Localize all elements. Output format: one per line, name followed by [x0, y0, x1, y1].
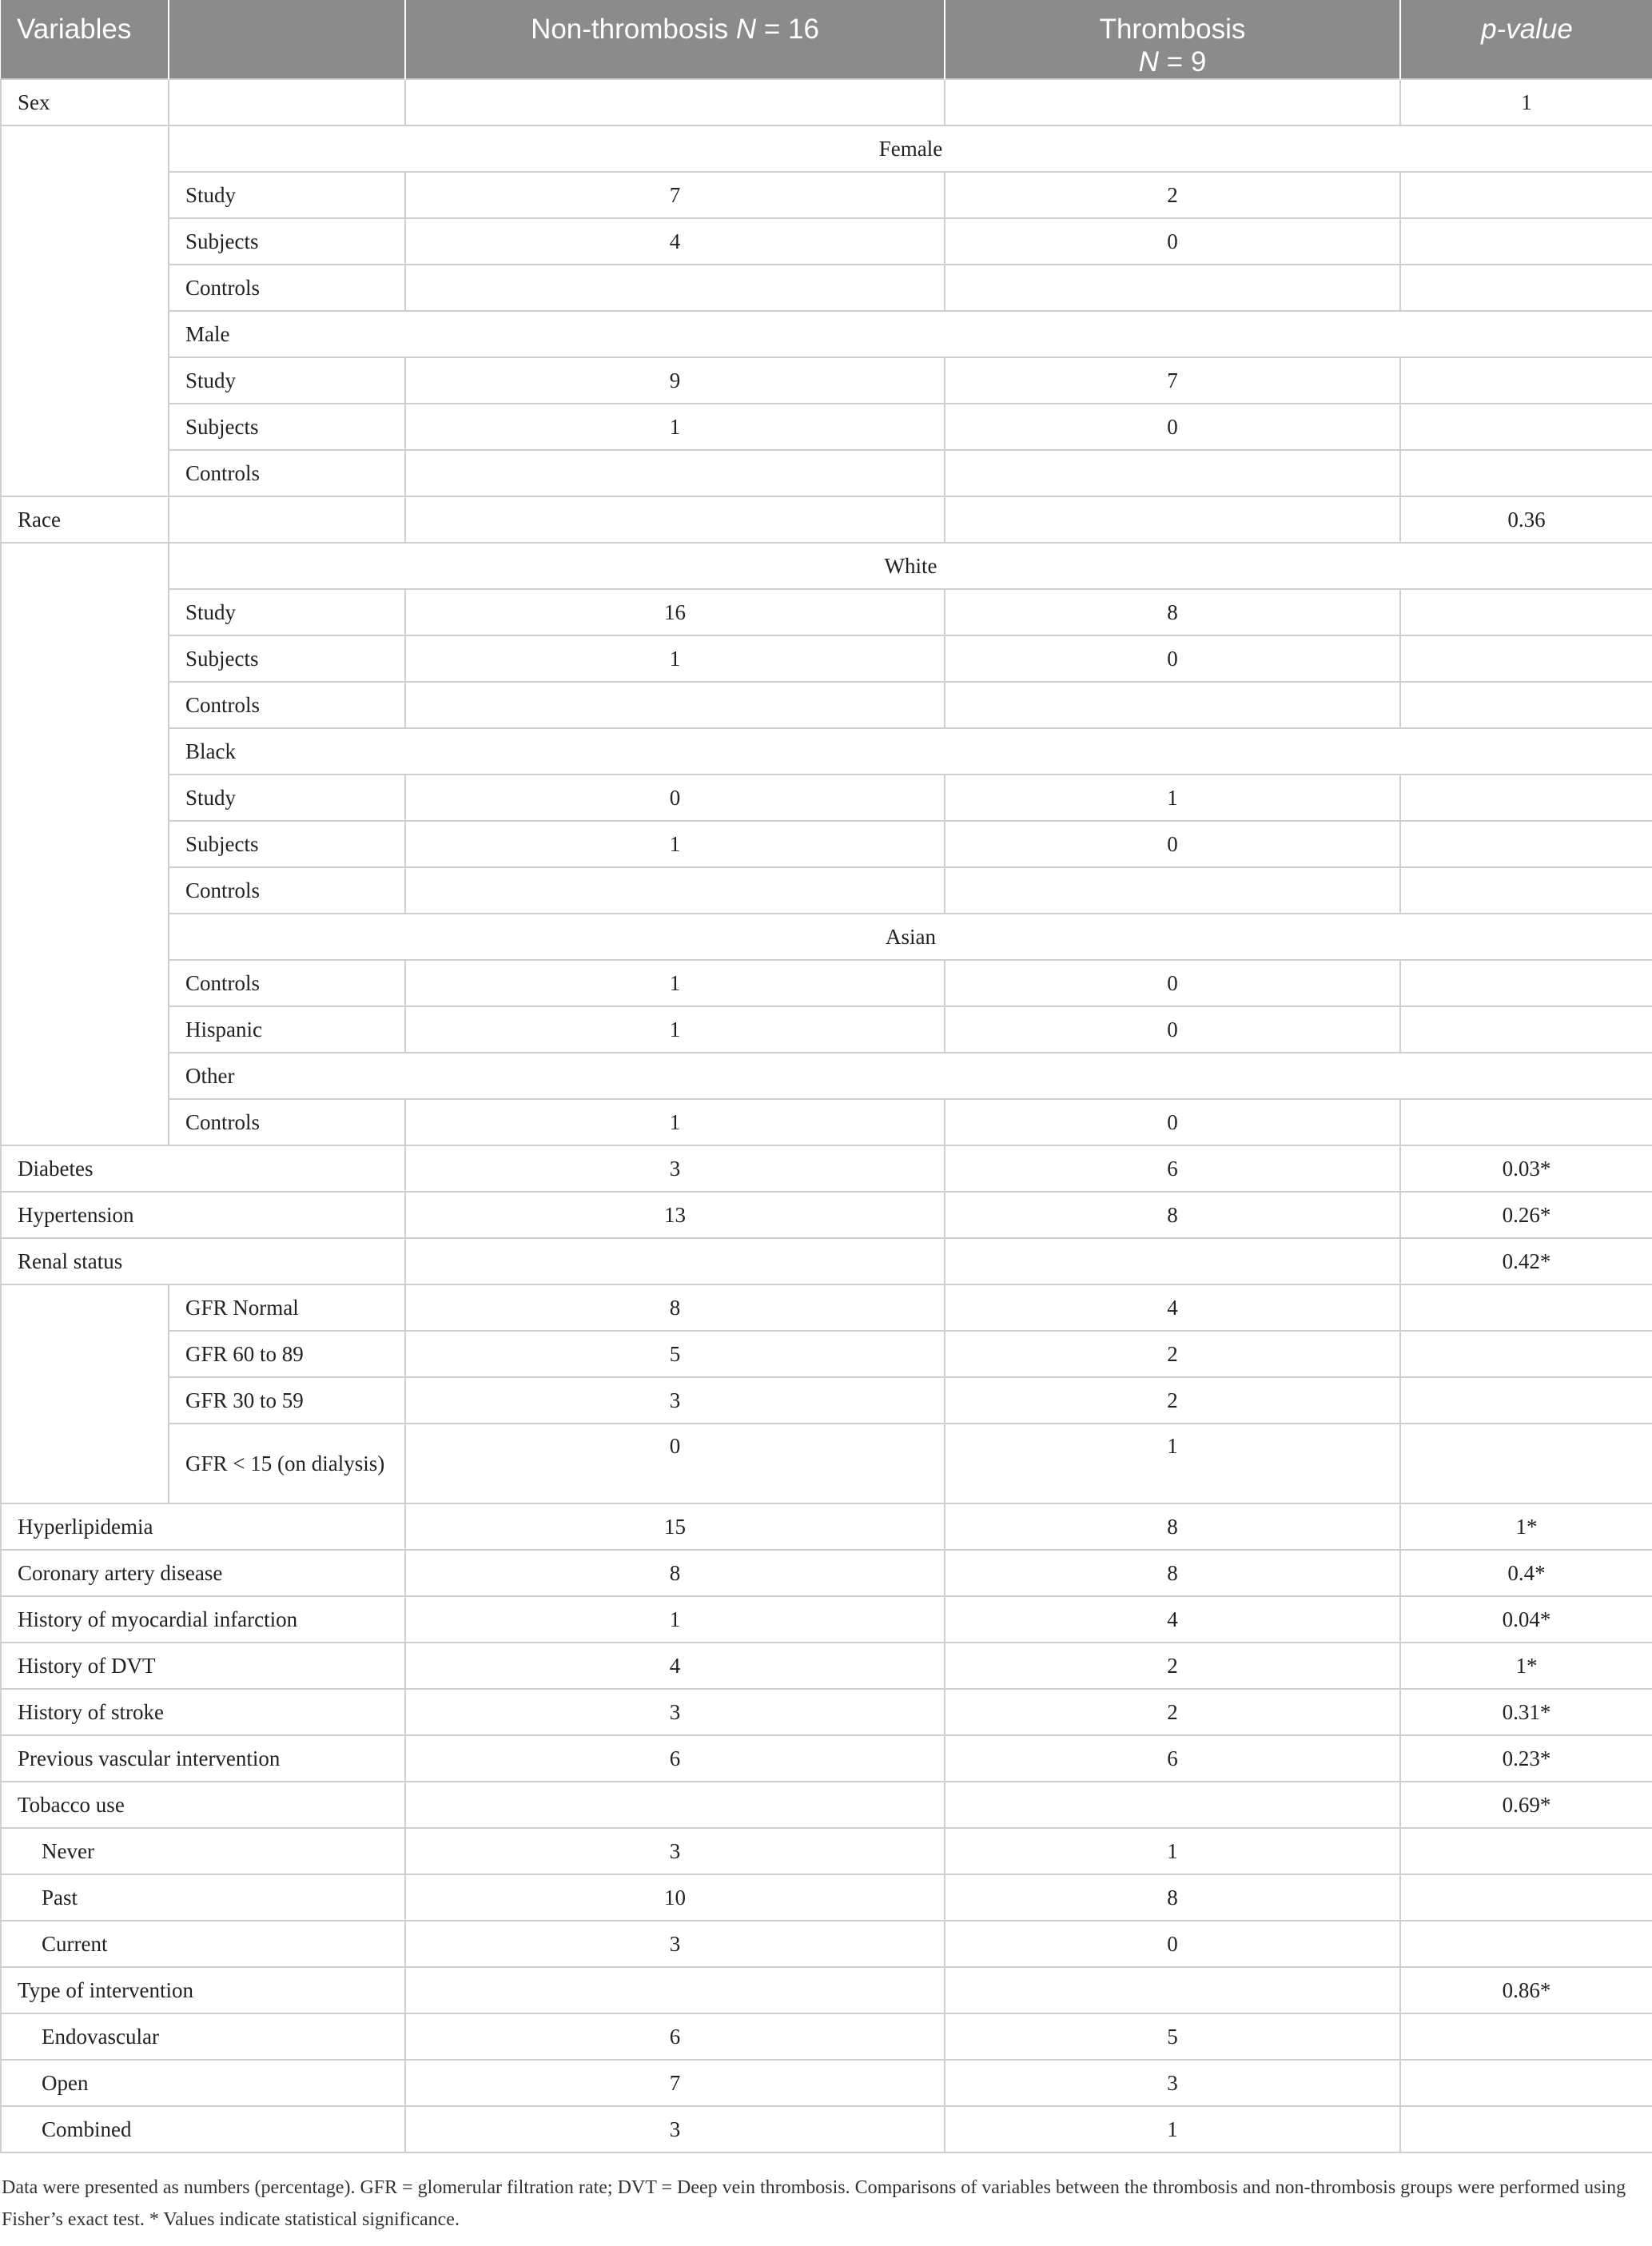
variable-label: History of myocardial infarction: [1, 1596, 405, 1643]
thrombosis-cell: 1: [945, 2106, 1400, 2152]
table-row: [1, 79, 1652, 125]
table-row: [1, 1735, 1652, 1782]
table-row: [1, 218, 1652, 265]
variable-label: Sex: [1, 79, 169, 125]
table-row: [1, 125, 1652, 172]
variable-label: Diabetes: [1, 1145, 405, 1192]
non-thrombosis-cell: 1: [405, 960, 945, 1006]
variable-label: Tobacco use: [1, 1782, 405, 1828]
non-thrombosis-cell: 15: [405, 1503, 945, 1550]
sub-label: GFR < 15 (on dialysis): [169, 1424, 405, 1503]
thrombosis-cell: 8: [945, 1550, 1400, 1596]
thrombosis-cell: 8: [945, 1503, 1400, 1550]
thrombosis-cell: 8: [945, 589, 1400, 635]
sub-label: Study: [169, 172, 405, 218]
table-row: [1, 1284, 1652, 1331]
variable-label: Previous vascular intervention: [1, 1735, 405, 1782]
variable-label: History of DVT: [1, 1643, 405, 1689]
non-thrombosis-cell: 3: [405, 2106, 945, 2152]
spacer-cell: [1, 543, 169, 1145]
variable-label: Hypertension: [1, 1192, 405, 1238]
sub-label: Combined: [1, 2106, 405, 2152]
header-thrombosis-line1: Thrombosis: [1099, 14, 1246, 45]
thrombosis-cell: 1: [945, 1424, 1400, 1503]
thrombosis-cell: 1: [945, 1828, 1400, 1874]
table-row: [1, 357, 1652, 404]
sub-label: Study: [169, 589, 405, 635]
subgroup-label: Black: [169, 728, 1652, 775]
table-row: [1, 404, 1652, 450]
p-value-cell: 0.86*: [1400, 1967, 1652, 2013]
table-row: [1, 1689, 1652, 1735]
p-value-cell: 0.26*: [1400, 1192, 1652, 1238]
sub-label: Past: [1, 1874, 405, 1921]
sub-label: Never: [1, 1828, 405, 1874]
variable-label: Coronary artery disease: [1, 1550, 405, 1596]
subgroup-label: Other: [169, 1053, 1652, 1099]
table-row: [1, 450, 1652, 496]
non-thrombosis-cell: 13: [405, 1192, 945, 1238]
sub-label: Subjects: [169, 635, 405, 682]
non-thrombosis-cell: 4: [405, 1643, 945, 1689]
p-value-cell: 0.04*: [1400, 1596, 1652, 1643]
thrombosis-cell: 5: [945, 2013, 1400, 2060]
table-row: [1, 867, 1652, 914]
table-row: [1, 543, 1652, 589]
table-row: [1, 1424, 1652, 1503]
p-value-cell: 0.69*: [1400, 1782, 1652, 1828]
non-thrombosis-cell: 9: [405, 357, 945, 404]
thrombosis-cell: 6: [945, 1145, 1400, 1192]
thrombosis-cell: 4: [945, 1596, 1400, 1643]
thrombosis-cell: 3: [945, 2060, 1400, 2106]
non-thrombosis-cell: 8: [405, 1284, 945, 1331]
non-thrombosis-cell: 4: [405, 218, 945, 265]
table-row: [1, 589, 1652, 635]
non-thrombosis-cell: 6: [405, 2013, 945, 2060]
thrombosis-cell: 2: [945, 1377, 1400, 1424]
thrombosis-cell: 2: [945, 172, 1400, 218]
thrombosis-cell: 2: [945, 1331, 1400, 1377]
sub-label: Subjects: [169, 821, 405, 867]
table-row: [1, 1921, 1652, 1967]
thrombosis-cell: 0: [945, 404, 1400, 450]
non-thrombosis-cell: 3: [405, 1828, 945, 1874]
header-variables: Variables: [1, 0, 169, 79]
header-non-thrombosis: Non-thrombosis N = 16: [405, 0, 945, 79]
thrombosis-cell: 2: [945, 1643, 1400, 1689]
table-row: [1, 265, 1652, 311]
table-row: [1, 2060, 1652, 2106]
table-row: [1, 682, 1652, 728]
sub-label: GFR 60 to 89: [169, 1331, 405, 1377]
header-p-value: p-value: [1400, 0, 1652, 79]
p-value-cell: 1*: [1400, 1643, 1652, 1689]
sub-label: GFR 30 to 59: [169, 1377, 405, 1424]
sub-label: Study: [169, 775, 405, 821]
thrombosis-cell: 0: [945, 821, 1400, 867]
spacer-cell: [1, 125, 169, 496]
table-row: [1, 821, 1652, 867]
p-value-cell: 1: [1400, 79, 1652, 125]
p-value-cell: 0.4*: [1400, 1550, 1652, 1596]
subgroup-label: White: [169, 543, 1652, 589]
non-thrombosis-cell: 16: [405, 589, 945, 635]
subgroup-label: Male: [169, 311, 1652, 357]
non-thrombosis-cell: 3: [405, 1689, 945, 1735]
sub-label: Controls: [169, 450, 405, 496]
table-row: [1, 2013, 1652, 2060]
thrombosis-cell: 0: [945, 1006, 1400, 1053]
non-thrombosis-cell: 1: [405, 635, 945, 682]
p-value-cell: 0.31*: [1400, 1689, 1652, 1735]
non-thrombosis-cell: 1: [405, 404, 945, 450]
thrombosis-cell: 2: [945, 1689, 1400, 1735]
p-value-cell: 1*: [1400, 1503, 1652, 1550]
sub-label: Hispanic: [169, 1006, 405, 1053]
spacer-cell: [1, 1284, 169, 1503]
table-row: [1, 2106, 1652, 2152]
table-row: [1, 1874, 1652, 1921]
sub-label: Controls: [169, 682, 405, 728]
non-thrombosis-cell: 1: [405, 1099, 945, 1145]
thrombosis-cell: 8: [945, 1874, 1400, 1921]
header-thrombosis: [945, 0, 1400, 79]
table-row: [1, 728, 1652, 775]
thrombosis-cell: 4: [945, 1284, 1400, 1331]
thrombosis-cell: 0: [945, 1099, 1400, 1145]
non-thrombosis-cell: 1: [405, 821, 945, 867]
thrombosis-cell: 0: [945, 1921, 1400, 1967]
non-thrombosis-cell: 0: [405, 1424, 945, 1503]
non-thrombosis-cell: 3: [405, 1145, 945, 1192]
sub-label: Open: [1, 2060, 405, 2106]
sub-label: Endovascular: [1, 2013, 405, 2060]
sub-label: Controls: [169, 1099, 405, 1145]
table-row: [1, 914, 1652, 960]
sub-label: Current: [1, 1921, 405, 1967]
non-thrombosis-cell: 3: [405, 1921, 945, 1967]
table-row: [1, 1503, 1652, 1550]
table-footnote: Data were presented as numbers (percentage). GFR = glomerular filtration rate; DVT = Deep vein thrombosis. Comparisons of variables between the thrombosis and non-thrombosis groups were performed using Fisher’s exact test. * Values indicate statistical significance.: [2, 2177, 1626, 2230]
variable-label: Race: [1, 496, 169, 543]
table-row: [1, 496, 1652, 543]
header-blank: [169, 0, 405, 79]
non-thrombosis-cell: 1: [405, 1006, 945, 1053]
non-thrombosis-cell: 0: [405, 775, 945, 821]
table-row: [1, 1643, 1652, 1689]
table-row: [1, 1828, 1652, 1874]
variable-label: Hyperlipidemia: [1, 1503, 405, 1550]
subgroup-label: Female: [169, 125, 1652, 172]
table-row: [1, 1782, 1652, 1828]
p-value-cell: 0.03*: [1400, 1145, 1652, 1192]
table-row: [1, 775, 1652, 821]
sub-label: Controls: [169, 867, 405, 914]
thrombosis-cell: 0: [945, 218, 1400, 265]
table-row: [1, 311, 1652, 357]
non-thrombosis-cell: 1: [405, 1596, 945, 1643]
table-row: [1, 1053, 1652, 1099]
variable-label: Type of intervention: [1, 1967, 405, 2013]
table-row: [1, 1596, 1652, 1643]
header-thrombosis-line2: N = 9: [1138, 46, 1207, 78]
non-thrombosis-cell: 8: [405, 1550, 945, 1596]
table-row: [1, 960, 1652, 1006]
non-thrombosis-cell: 6: [405, 1735, 945, 1782]
table-row: [1, 1006, 1652, 1053]
subgroup-label: Asian: [169, 914, 1652, 960]
sub-label: GFR Normal: [169, 1284, 405, 1331]
table-row: [1, 1238, 1652, 1284]
p-value-cell: 0.23*: [1400, 1735, 1652, 1782]
sub-label: Subjects: [169, 404, 405, 450]
thrombosis-cell: 7: [945, 357, 1400, 404]
non-thrombosis-cell: 7: [405, 172, 945, 218]
non-thrombosis-cell: 7: [405, 2060, 945, 2106]
sub-label: Subjects: [169, 218, 405, 265]
table-row: [1, 1099, 1652, 1145]
table-row: [1, 1192, 1652, 1238]
table-row: [1, 172, 1652, 218]
p-value-cell: 0.42*: [1400, 1238, 1652, 1284]
sub-label: Controls: [169, 265, 405, 311]
p-value-cell: 0.36: [1400, 496, 1652, 543]
thrombosis-cell: 8: [945, 1192, 1400, 1238]
table-row: [1, 1967, 1652, 2013]
table-row: [1, 1331, 1652, 1377]
table-row: [1, 1550, 1652, 1596]
table-row: [1, 635, 1652, 682]
table-row: [1, 1145, 1652, 1192]
sub-label: Study: [169, 357, 405, 404]
non-thrombosis-cell: 3: [405, 1377, 945, 1424]
variable-label: Renal status: [1, 1238, 405, 1284]
thrombosis-cell: 0: [945, 960, 1400, 1006]
thrombosis-cell: 1: [945, 775, 1400, 821]
variable-label: History of stroke: [1, 1689, 405, 1735]
non-thrombosis-cell: 5: [405, 1331, 945, 1377]
table-row: [1, 1377, 1652, 1424]
thrombosis-cell: 6: [945, 1735, 1400, 1782]
non-thrombosis-cell: 10: [405, 1874, 945, 1921]
sub-label: Controls: [169, 960, 405, 1006]
thrombosis-cell: 0: [945, 635, 1400, 682]
header-row: [1, 0, 1652, 79]
